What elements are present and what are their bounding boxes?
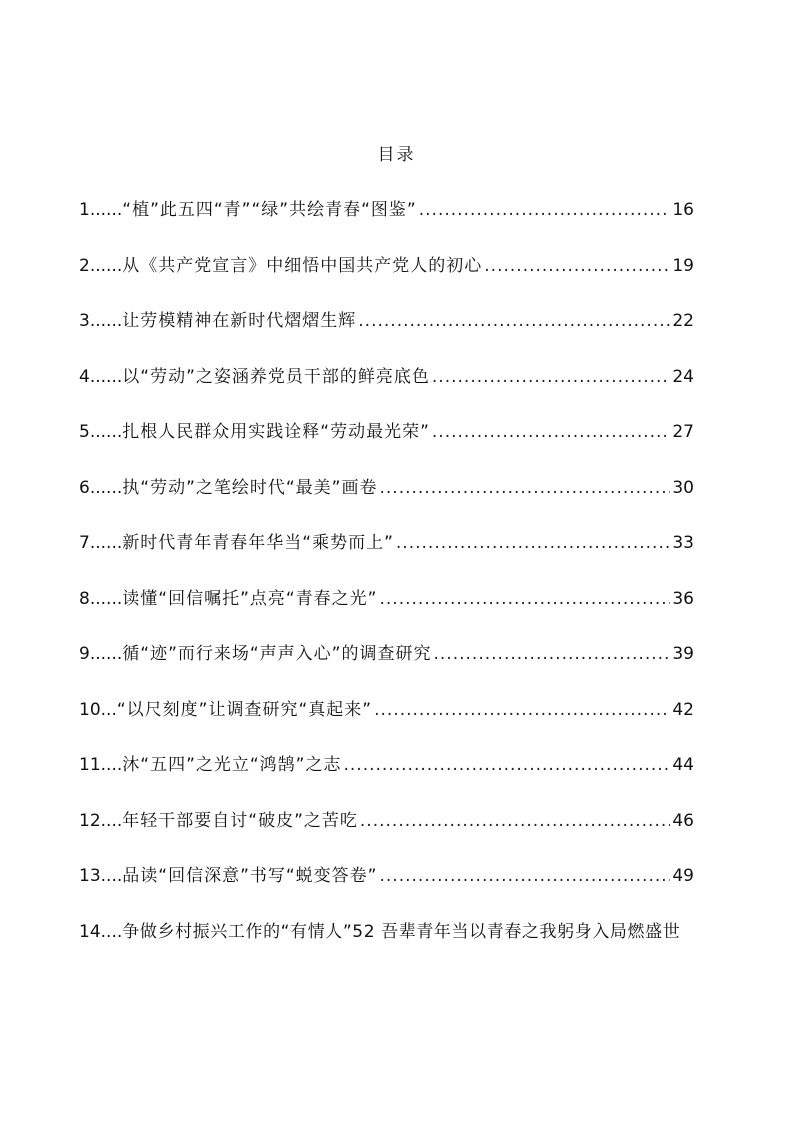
toc-title-text: 以“劳动”之姿涵养党员干部的鲜亮底色 — [122, 366, 430, 387]
toc-leader: ...... — [89, 422, 123, 442]
toc-title-text: 让劳模精神在新时代熠熠生辉 — [122, 311, 357, 331]
toc-number: 11 — [79, 755, 101, 775]
toc-entry-2 — [79, 252, 694, 308]
toc-heading: 目录 — [377, 145, 416, 165]
toc-number: 5 — [79, 422, 90, 442]
toc-title-text: 从《共产党宣言》中细悟中国共产党人的初心 — [122, 255, 483, 276]
toc-number: 6 — [79, 477, 90, 498]
toc-title-text: 执“劳动”之笔绘时代“最美”画卷 — [122, 477, 378, 498]
toc-page-number: 16 — [672, 200, 694, 220]
toc-page-number: 19 — [672, 255, 694, 276]
toc-entry-11 — [79, 751, 694, 807]
toc-leader: ...... — [89, 588, 123, 609]
toc-title-text: “植”此五四“青”“绿”共绘青春“图鉴” — [122, 200, 417, 220]
dot-leader — [434, 640, 671, 668]
dot-leader — [374, 696, 670, 724]
toc-page-number: 44 — [672, 755, 694, 775]
dot-leader — [344, 751, 671, 779]
toc-title-text: 读懂“回信嘱托”点亮“青春之光” — [122, 588, 378, 609]
toc-page-number: 42 — [672, 699, 694, 720]
dot-leader — [432, 418, 670, 446]
toc-leader: .... — [100, 866, 123, 886]
toc-leader: .... — [100, 755, 123, 775]
toc-title-text: 新时代青年青春年华当“乘势而上” — [122, 533, 394, 553]
toc-entry-6 — [79, 474, 694, 530]
dot-leader — [380, 862, 671, 890]
toc-number: 1 — [79, 200, 90, 220]
toc-leader: ...... — [89, 644, 123, 664]
dot-leader — [432, 363, 670, 391]
toc-title-text: 争做乡村振兴工作的“有情人”52 吾辈青年当以青春之我躬身入局燃盛世 — [122, 921, 681, 942]
toc-title-text: 扎根人民群众用实践诠释“劳动最光荣” — [122, 422, 430, 442]
dot-leader — [380, 474, 671, 502]
dot-leader — [380, 585, 671, 613]
toc-page-number: 39 — [672, 644, 694, 664]
toc-list — [79, 196, 694, 973]
toc-number: 4 — [79, 366, 90, 387]
toc-page-number: 33 — [672, 533, 694, 553]
toc-page-number: 36 — [672, 588, 694, 609]
toc-number: 14 — [79, 921, 101, 942]
toc-number: 12 — [79, 810, 101, 831]
toc-entry-13 — [79, 862, 694, 918]
toc-leader: .... — [100, 810, 123, 831]
toc-page-number: 22 — [672, 311, 694, 331]
toc-number: 9 — [79, 644, 90, 664]
dot-leader — [419, 196, 671, 224]
toc-number: 2 — [79, 255, 90, 276]
toc-leader: ...... — [89, 366, 123, 387]
toc-entry-3 — [79, 307, 694, 363]
toc-leader: ...... — [89, 533, 123, 553]
toc-entry-1 — [79, 196, 694, 252]
toc-number: 10 — [79, 699, 101, 720]
toc-page-number: 49 — [672, 866, 694, 886]
toc-number: 7 — [79, 533, 90, 553]
toc-leader: ...... — [89, 200, 123, 220]
dot-leader — [396, 529, 670, 557]
toc-page-number: 46 — [672, 810, 694, 831]
toc-entry-10 — [79, 696, 694, 752]
toc-entry-5 — [79, 418, 694, 474]
dot-leader — [360, 807, 670, 835]
toc-title-text: “以尺刻度”让调查研究“真起来” — [116, 699, 373, 720]
toc-entry-4 — [79, 363, 694, 419]
toc-title-text: 沐“五四”之光立“鸿鹄”之志 — [122, 755, 342, 775]
dot-leader — [358, 307, 670, 335]
toc-entry-7 — [79, 529, 694, 585]
toc-number: 3 — [79, 311, 90, 331]
toc-entry-9 — [79, 640, 694, 696]
toc-title-text: 年轻干部要自讨“破皮”之苦吃 — [122, 810, 358, 831]
toc-entry-12 — [79, 807, 694, 863]
dot-leader — [484, 252, 670, 280]
toc-leader: ... — [100, 699, 117, 720]
toc-leader: ...... — [89, 255, 123, 276]
toc-entry-14 — [79, 918, 789, 974]
toc-page-number: 30 — [672, 477, 694, 498]
toc-leader: .... — [100, 921, 123, 942]
toc-leader: ...... — [89, 477, 123, 498]
toc-title-text: 循“迹”而行来场“声声入心”的调查研究 — [122, 644, 432, 664]
toc-number: 13 — [79, 866, 101, 886]
toc-entry-8 — [79, 585, 694, 641]
toc-page-number: 24 — [672, 366, 694, 387]
toc-title-text: 品读“回信深意”书写“蜕变答卷” — [122, 866, 378, 886]
toc-leader: ...... — [89, 311, 123, 331]
toc-page-number: 27 — [672, 422, 694, 442]
toc-number: 8 — [79, 588, 90, 609]
